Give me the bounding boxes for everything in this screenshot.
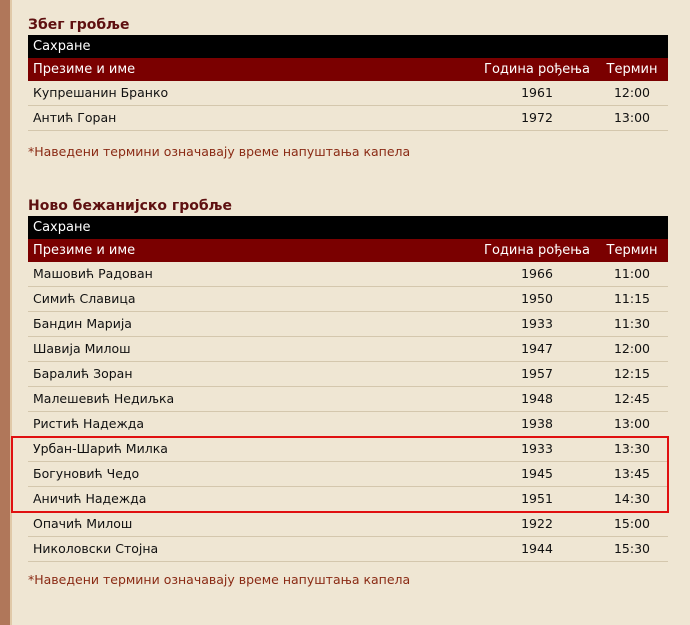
cell-name: Богуновић Чедо xyxy=(33,466,140,481)
cell-year: 1966 xyxy=(521,266,553,281)
column-header-year: Година рођења xyxy=(484,62,590,77)
table-row xyxy=(28,106,668,131)
table-row xyxy=(28,312,668,337)
cell-time: 15:30 xyxy=(613,541,651,556)
cell-name: Антић Горан xyxy=(33,110,117,125)
cell-time: 12:15 xyxy=(613,366,651,381)
cell-name: Урбан-Шарић Милка xyxy=(33,441,168,456)
table-row xyxy=(28,337,668,362)
cell-year: 1948 xyxy=(521,391,553,406)
table-row xyxy=(28,81,668,106)
cell-year: 1922 xyxy=(521,516,553,531)
cell-year: 1938 xyxy=(521,416,553,431)
highlight-box xyxy=(11,436,669,513)
column-header-time: Термин xyxy=(606,62,658,77)
table-header xyxy=(28,239,668,262)
table-subheader: Сахране xyxy=(28,35,668,58)
cell-time: 11:00 xyxy=(613,266,651,281)
cell-time: 13:30 xyxy=(613,441,651,456)
column-header-time: Термин xyxy=(606,243,658,258)
cell-name: Шавија Милош xyxy=(33,341,131,356)
cell-name: Ристић Надежда xyxy=(33,416,145,431)
cell-time: 12:00 xyxy=(613,341,651,356)
cell-time: 13:45 xyxy=(613,466,651,481)
column-header-year: Година рођења xyxy=(484,243,590,258)
section-title: Збег гробље xyxy=(28,17,130,33)
cell-year: 1950 xyxy=(521,291,553,306)
cell-year: 1944 xyxy=(521,541,553,556)
cell-year: 1933 xyxy=(521,316,553,331)
cell-name: Баралић Зоран xyxy=(33,366,133,381)
section-zbeg xyxy=(28,15,668,131)
cell-year: 1972 xyxy=(521,110,553,125)
table-row xyxy=(28,412,668,437)
table-row xyxy=(28,262,668,287)
left-border-highlight xyxy=(10,0,12,625)
footnote: *Наведени термини означавају време напуштања капела xyxy=(28,572,411,587)
cell-year: 1951 xyxy=(521,491,553,506)
cell-year: 1947 xyxy=(521,341,553,356)
table-row xyxy=(28,537,668,562)
footnote: *Наведени термини означавају време напуштања капела xyxy=(28,144,411,159)
cell-name: Малешевић Недиљка xyxy=(33,391,175,406)
left-border-decoration xyxy=(0,0,10,625)
cell-time: 12:00 xyxy=(613,85,651,100)
cell-time: 11:15 xyxy=(613,291,651,306)
cell-year: 1957 xyxy=(521,366,553,381)
table-subheader: Сахране xyxy=(28,216,668,239)
cell-year: 1945 xyxy=(521,466,553,481)
cell-time: 13:00 xyxy=(613,416,651,431)
cell-year: 1933 xyxy=(521,441,553,456)
table-row xyxy=(28,512,668,537)
column-header-name: Презиме и име xyxy=(33,243,136,258)
cell-time: 15:00 xyxy=(613,516,651,531)
column-header-name: Презиме и име xyxy=(33,62,136,77)
cell-time: 11:30 xyxy=(613,316,651,331)
cell-name: Купрешанин Бранко xyxy=(33,85,169,100)
table-row xyxy=(28,387,668,412)
cell-year: 1961 xyxy=(521,85,553,100)
cell-name: Машовић Радован xyxy=(33,266,153,281)
table-row xyxy=(28,362,668,387)
cell-time: 12:45 xyxy=(613,391,651,406)
cell-name: Опачић Милош xyxy=(33,516,133,531)
cell-name: Бандин Марија xyxy=(33,316,132,331)
cell-name: Николовски Стојна xyxy=(33,541,159,556)
cell-name: Симић Славица xyxy=(33,291,136,306)
section-title: Ново бежанијско гробље xyxy=(28,198,233,214)
table-row xyxy=(28,287,668,312)
cell-name: Аничић Надежда xyxy=(33,491,147,506)
cell-time: 14:30 xyxy=(613,491,651,506)
cell-time: 13:00 xyxy=(613,110,651,125)
table-header xyxy=(28,58,668,81)
